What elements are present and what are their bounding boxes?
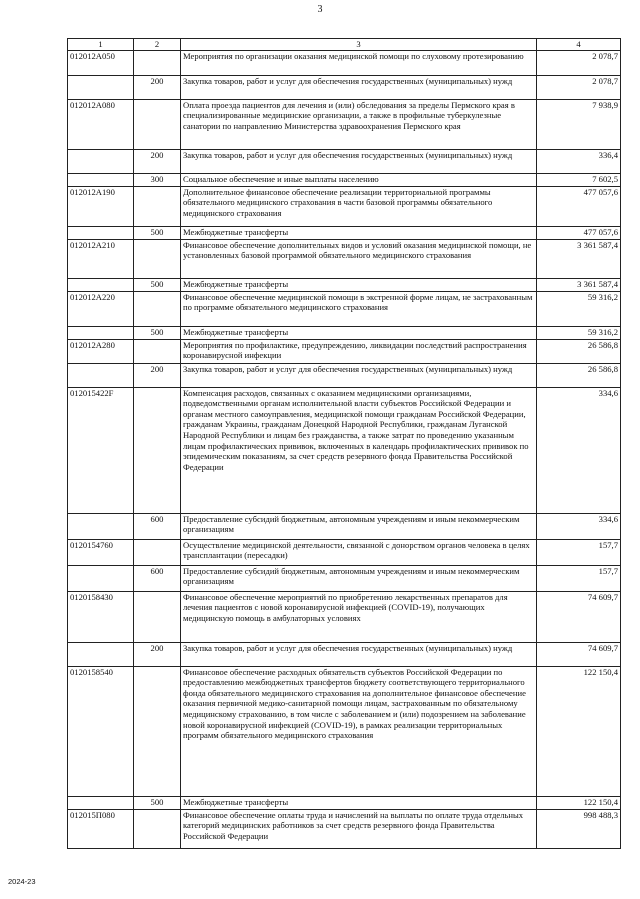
amount-cell: 334,6 xyxy=(537,387,621,513)
table-header-row xyxy=(68,39,621,51)
budget-code-cell: 012012А220 xyxy=(68,291,134,326)
amount-cell: 334,6 xyxy=(537,513,621,539)
description-cell: Оплата проезда пациентов для лечения и (или) обследования за пределы Пермского края в специализированные медицинские организации, а также в профильные туберкулезные санатории по направлению Министерства здравоохранения Пермского края xyxy=(181,99,537,149)
amount-cell: 122 150,4 xyxy=(537,666,621,796)
budget-code-cell: 0120154760 xyxy=(68,539,134,565)
amount-cell: 3 361 587,4 xyxy=(537,239,621,278)
amount-cell: 59 316,2 xyxy=(537,326,621,339)
description-cell: Финансовое обеспечение медицинской помощи в экстренной форме лицам, не застрахованным по программе обязательного медицинского страхования xyxy=(181,291,537,326)
column-header-1: 1 xyxy=(68,39,134,51)
description-cell: Межбюджетные трансферты xyxy=(181,278,537,291)
table-row xyxy=(68,796,621,809)
page-number: 3 xyxy=(317,4,323,15)
budget-code-cell xyxy=(68,796,134,809)
description-cell: Финансовое обеспечение расходных обязательств субъектов Российской Федерации по предоставлению межбюджетных трансфертов бюджету соответствующего территориального фонда обязательного медицинского страхования на дополнительное финансовое обеспечение оказания первичной медико-санитарной помощи лицам, застрахованным по обязательному медицинскому страхованию, в том числе с заболеванием и (или) подозрением на заболевание новой коронавирусной инфекцией (COVID-19), в рамках реализации территориальных программ обязательного медицинского страхования xyxy=(181,666,537,796)
expense-type-cell: 500 xyxy=(134,326,181,339)
budget-code-cell xyxy=(68,149,134,173)
amount-cell: 7 938,9 xyxy=(537,99,621,149)
amount-cell: 477 057,6 xyxy=(537,226,621,239)
table-row xyxy=(68,539,621,565)
budget-code-cell xyxy=(68,226,134,239)
expense-type-cell: 200 xyxy=(134,642,181,666)
expense-type-cell: 200 xyxy=(134,149,181,173)
amount-cell: 3 361 587,4 xyxy=(537,278,621,291)
table-row xyxy=(68,50,621,75)
table-row xyxy=(68,149,621,173)
table-row xyxy=(68,239,621,278)
description-cell: Закупка товаров, работ и услуг для обеспечения государственных (муниципальных) нужд xyxy=(181,149,537,173)
description-cell: Дополнительное финансовое обеспечение реализации территориальной программы обязательного медицинского страхования в части базовой программы обязательного медицинского страхования xyxy=(181,186,537,226)
description-cell: Предоставление субсидий бюджетным, автономным учреждениям и иным некоммерческим организациям xyxy=(181,513,537,539)
expense-type-cell: 600 xyxy=(134,513,181,539)
expense-type-cell xyxy=(134,387,181,513)
budget-code-cell xyxy=(68,75,134,99)
budget-code-cell: 0120158430 xyxy=(68,591,134,642)
expense-type-cell xyxy=(134,239,181,278)
table-row xyxy=(68,513,621,539)
amount-cell: 157,7 xyxy=(537,565,621,591)
description-cell: Закупка товаров, работ и услуг для обеспечения государственных (муниципальных) нужд xyxy=(181,363,537,387)
amount-cell: 74 609,7 xyxy=(537,642,621,666)
amount-cell: 26 586,8 xyxy=(537,363,621,387)
column-header-3: 3 xyxy=(181,39,537,51)
budget-code-cell: 012012А280 xyxy=(68,339,134,363)
description-cell: Финансовое обеспечение оплаты труда и начислений на выплаты по оплате труда отдельных категорий медицинских работников за счет средств резервного фонда Правительства Российской Федерации xyxy=(181,809,537,848)
budget-code-cell xyxy=(68,513,134,539)
amount-cell: 74 609,7 xyxy=(537,591,621,642)
expense-type-cell: 500 xyxy=(134,226,181,239)
amount-cell: 122 150,4 xyxy=(537,796,621,809)
table-row xyxy=(68,809,621,848)
description-cell: Закупка товаров, работ и услуг для обеспечения государственных (муниципальных) нужд xyxy=(181,75,537,99)
budget-code-cell: 012012А210 xyxy=(68,239,134,278)
expense-type-cell xyxy=(134,291,181,326)
table-row xyxy=(68,339,621,363)
description-cell: Межбюджетные трансферты xyxy=(181,326,537,339)
table-row xyxy=(68,186,621,226)
table-row xyxy=(68,666,621,796)
expense-type-cell: 300 xyxy=(134,173,181,186)
expense-type-cell xyxy=(134,666,181,796)
budget-code-cell xyxy=(68,642,134,666)
description-cell: Осуществление медицинской деятельности, связанной с донорством органов человека в целях трансплантации (пересадки) xyxy=(181,539,537,565)
column-header-4: 4 xyxy=(537,39,621,51)
amount-cell: 998 488,3 xyxy=(537,809,621,848)
table-row xyxy=(68,565,621,591)
expense-type-cell: 500 xyxy=(134,796,181,809)
table-row xyxy=(68,326,621,339)
description-cell: Социальное обеспечение и иные выплаты населению xyxy=(181,173,537,186)
document-code: 2024-23 xyxy=(8,877,36,886)
expense-type-cell xyxy=(134,50,181,75)
description-cell: Предоставление субсидий бюджетным, автономным учреждениям и иным некоммерческим организациям xyxy=(181,565,537,591)
amount-cell: 59 316,2 xyxy=(537,291,621,326)
budget-table xyxy=(67,38,621,849)
amount-cell: 2 078,7 xyxy=(537,75,621,99)
budget-code-cell xyxy=(68,363,134,387)
expense-type-cell: 200 xyxy=(134,363,181,387)
amount-cell: 26 586,8 xyxy=(537,339,621,363)
expense-type-cell xyxy=(134,591,181,642)
budget-code-cell: 012012А190 xyxy=(68,186,134,226)
expense-type-cell xyxy=(134,99,181,149)
budget-code-cell: 012012А080 xyxy=(68,99,134,149)
description-cell: Межбюджетные трансферты xyxy=(181,796,537,809)
table-row xyxy=(68,173,621,186)
description-cell: Межбюджетные трансферты xyxy=(181,226,537,239)
budget-code-cell xyxy=(68,565,134,591)
expense-type-cell xyxy=(134,539,181,565)
budget-code-cell: 012015422F xyxy=(68,387,134,513)
amount-cell: 157,7 xyxy=(537,539,621,565)
description-cell: Компенсация расходов, связанных с оказанием медицинскими организациями, подведомственными органам исполнительной власти субъектов Российской Федерации и органам местного самоуправления, медицинской помощи гражданам Российской Федерации, гражданам Украины, гражданам Донецкой Народной Республики, гражданам Луганской Народной Республики и лицам без гражданства, а также затрат по проведению указанным лицам профилактических прививок, включенных в календарь профилактических прививок по эпидемическим показаниям, за счет средств резервного фонда Правительства Российской Федерации xyxy=(181,387,537,513)
budget-code-cell xyxy=(68,278,134,291)
budget-code-cell xyxy=(68,173,134,186)
amount-cell: 7 602,5 xyxy=(537,173,621,186)
table-row xyxy=(68,291,621,326)
table-row xyxy=(68,591,621,642)
table-row xyxy=(68,642,621,666)
table-row xyxy=(68,226,621,239)
table-row xyxy=(68,99,621,149)
description-cell: Финансовое обеспечение дополнительных видов и условий оказания медицинской помощи, не установленных базовой программой обязательного медицинского страхования xyxy=(181,239,537,278)
table-row xyxy=(68,387,621,513)
description-cell: Мероприятия по организации оказания медицинской помощи по слуховому протезированию xyxy=(181,50,537,75)
budget-code-cell: 012012А050 xyxy=(68,50,134,75)
expense-type-cell: 200 xyxy=(134,75,181,99)
description-cell: Финансовое обеспечение мероприятий по приобретению лекарственных препаратов для лечения пациентов с новой коронавирусной инфекцией (COVID-19), получающих медицинскую помощь в амбулаторных условиях xyxy=(181,591,537,642)
budget-code-cell: 012015П080 xyxy=(68,809,134,848)
amount-cell: 336,4 xyxy=(537,149,621,173)
amount-cell: 2 078,7 xyxy=(537,50,621,75)
budget-code-cell xyxy=(68,326,134,339)
column-header-2: 2 xyxy=(134,39,181,51)
table-row xyxy=(68,278,621,291)
description-cell: Закупка товаров, работ и услуг для обеспечения государственных (муниципальных) нужд xyxy=(181,642,537,666)
expense-type-cell xyxy=(134,809,181,848)
expense-type-cell xyxy=(134,186,181,226)
expense-type-cell: 600 xyxy=(134,565,181,591)
table-row xyxy=(68,75,621,99)
amount-cell: 477 057,6 xyxy=(537,186,621,226)
expense-type-cell: 500 xyxy=(134,278,181,291)
expense-type-cell xyxy=(134,339,181,363)
budget-code-cell: 0120158540 xyxy=(68,666,134,796)
description-cell: Мероприятия по профилактике, предупреждению, ликвидации последствий распространения коронавирусной инфекции xyxy=(181,339,537,363)
table-row xyxy=(68,363,621,387)
